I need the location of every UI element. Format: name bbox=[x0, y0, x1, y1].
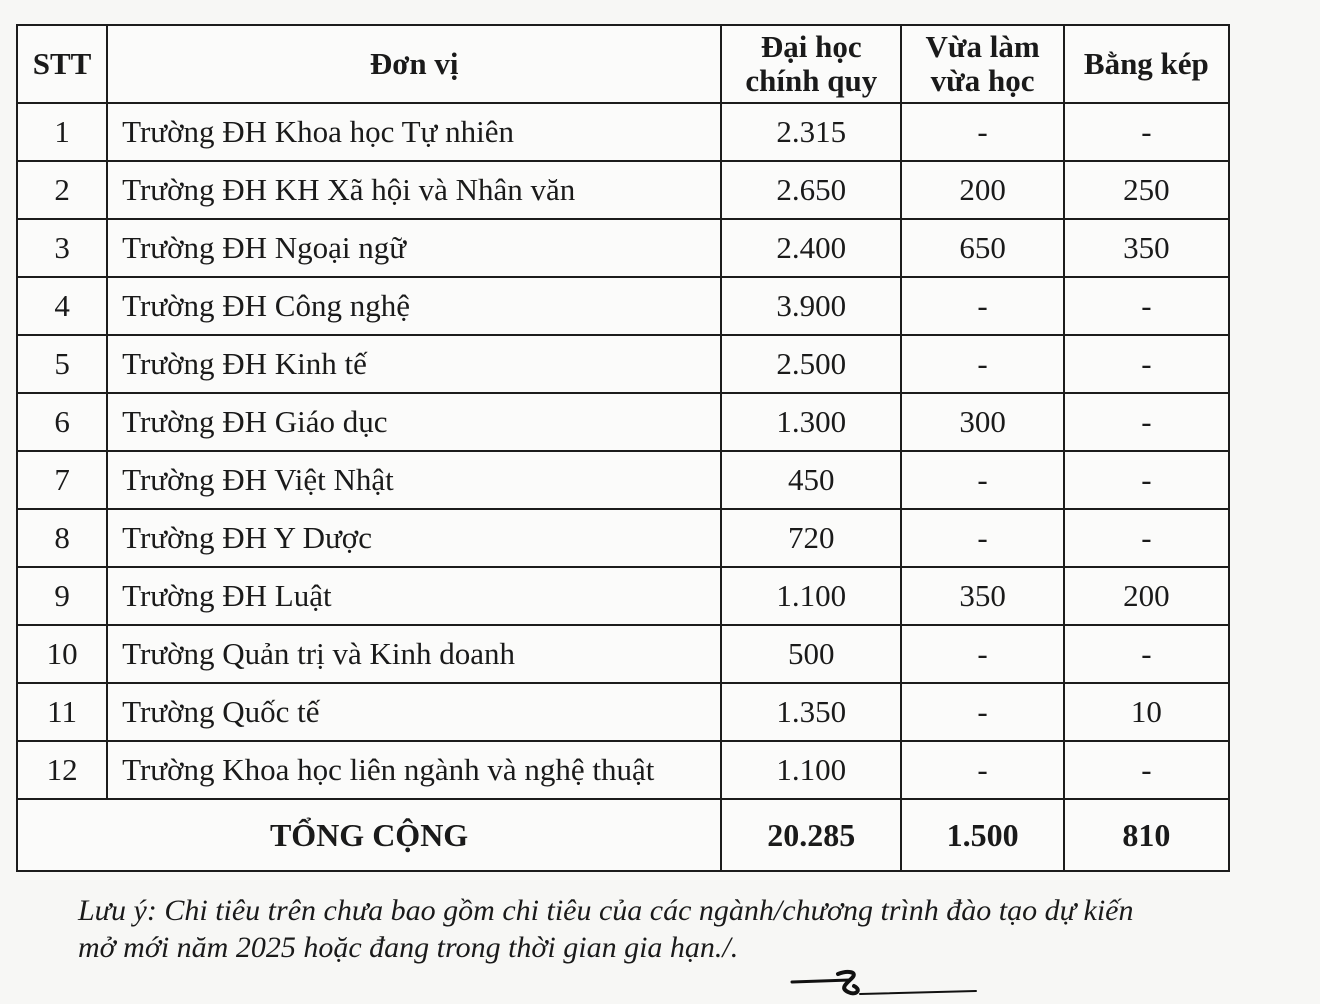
cell-regular: 450 bbox=[721, 451, 901, 509]
cell-regular: 2.315 bbox=[721, 103, 901, 161]
cell-part-time: - bbox=[901, 277, 1063, 335]
cell-unit: Trường ĐH Khoa học Tự nhiên bbox=[107, 103, 721, 161]
cell-regular: 3.900 bbox=[721, 277, 901, 335]
header-unit: Đơn vị bbox=[107, 25, 721, 103]
cell-stt: 11 bbox=[17, 683, 107, 741]
cell-regular: 1.350 bbox=[721, 683, 901, 741]
cell-regular: 2.500 bbox=[721, 335, 901, 393]
cell-part-time: - bbox=[901, 683, 1063, 741]
cell-stt: 4 bbox=[17, 277, 107, 335]
table-row bbox=[17, 451, 1229, 509]
cell-double-degree: 10 bbox=[1064, 683, 1229, 741]
header-stt: STT bbox=[17, 25, 107, 103]
cell-stt: 1 bbox=[17, 103, 107, 161]
cell-double-degree: - bbox=[1064, 277, 1229, 335]
cell-stt: 10 bbox=[17, 625, 107, 683]
cell-double-degree: 250 bbox=[1064, 161, 1229, 219]
cell-regular: 1.300 bbox=[721, 393, 901, 451]
cell-unit: Trường Quản trị và Kinh doanh bbox=[107, 625, 721, 683]
total-row bbox=[17, 799, 1229, 871]
header-part-time: Vừa làm vừa học bbox=[901, 25, 1063, 103]
table-body bbox=[17, 103, 1229, 799]
header-regular: Đại học chính quy bbox=[721, 25, 901, 103]
total-part-time: 1.500 bbox=[901, 799, 1063, 871]
cell-stt: 5 bbox=[17, 335, 107, 393]
cell-regular: 500 bbox=[721, 625, 901, 683]
cell-regular: 1.100 bbox=[721, 741, 901, 799]
cell-part-time: - bbox=[901, 509, 1063, 567]
header-double-degree: Bằng kép bbox=[1064, 25, 1229, 103]
table-row bbox=[17, 683, 1229, 741]
cell-double-degree: - bbox=[1064, 741, 1229, 799]
quota-table bbox=[16, 24, 1230, 872]
table-row bbox=[17, 741, 1229, 799]
cell-unit: Trường Quốc tế bbox=[107, 683, 721, 741]
cell-stt: 3 bbox=[17, 219, 107, 277]
cell-stt: 7 bbox=[17, 451, 107, 509]
cell-double-degree: - bbox=[1064, 625, 1229, 683]
cell-part-time: 350 bbox=[901, 567, 1063, 625]
table-row bbox=[17, 103, 1229, 161]
cell-double-degree: - bbox=[1064, 509, 1229, 567]
cell-unit: Trường ĐH Ngoại ngữ bbox=[107, 219, 721, 277]
total-double-degree: 810 bbox=[1064, 799, 1229, 871]
cell-double-degree: 200 bbox=[1064, 567, 1229, 625]
cell-regular: 720 bbox=[721, 509, 901, 567]
cell-part-time: - bbox=[901, 451, 1063, 509]
cell-unit: Trường ĐH Công nghệ bbox=[107, 277, 721, 335]
cell-stt: 9 bbox=[17, 567, 107, 625]
cell-stt: 2 bbox=[17, 161, 107, 219]
cell-part-time: - bbox=[901, 741, 1063, 799]
cell-stt: 8 bbox=[17, 509, 107, 567]
table-header-row bbox=[17, 25, 1229, 103]
total-label: TỔNG CỘNG bbox=[17, 799, 721, 871]
cell-unit: Trường ĐH Luật bbox=[107, 567, 721, 625]
table-row bbox=[17, 219, 1229, 277]
cell-part-time: - bbox=[901, 625, 1063, 683]
footnote-line-2: mở mới năm 2025 hoặc đang trong thời gian gia hạn./. bbox=[78, 931, 739, 964]
cell-double-degree: - bbox=[1064, 335, 1229, 393]
cell-unit: Trường ĐH Kinh tế bbox=[107, 335, 721, 393]
cell-unit: Trường ĐH Y Dược bbox=[107, 509, 721, 567]
cell-stt: 6 bbox=[17, 393, 107, 451]
cell-unit: Trường ĐH Giáo dục bbox=[107, 393, 721, 451]
footnote-line-1: Lưu ý: Chi tiêu trên chưa bao gồm chi tiêu của các ngành/chương trình đào tạo dự kiến bbox=[78, 894, 1134, 927]
cell-regular: 1.100 bbox=[721, 567, 901, 625]
cell-regular: 2.650 bbox=[721, 161, 901, 219]
table-row bbox=[17, 393, 1229, 451]
table-row bbox=[17, 161, 1229, 219]
table-row bbox=[17, 567, 1229, 625]
table-row bbox=[17, 335, 1229, 393]
cell-unit: Trường ĐH KH Xã hội và Nhân văn bbox=[107, 161, 721, 219]
cell-unit: Trường Khoa học liên ngành và nghệ thuật bbox=[107, 741, 721, 799]
cell-double-degree: - bbox=[1064, 393, 1229, 451]
cell-part-time: - bbox=[901, 103, 1063, 161]
cell-part-time: - bbox=[901, 335, 1063, 393]
table-row bbox=[17, 509, 1229, 567]
cell-double-degree: - bbox=[1064, 451, 1229, 509]
cell-regular: 2.400 bbox=[721, 219, 901, 277]
footnote bbox=[78, 892, 1278, 966]
signature-mark bbox=[790, 968, 980, 1002]
total-regular: 20.285 bbox=[721, 799, 901, 871]
cell-double-degree: - bbox=[1064, 103, 1229, 161]
cell-part-time: 300 bbox=[901, 393, 1063, 451]
cell-double-degree: 350 bbox=[1064, 219, 1229, 277]
cell-part-time: 650 bbox=[901, 219, 1063, 277]
cell-unit: Trường ĐH Việt Nhật bbox=[107, 451, 721, 509]
table-row bbox=[17, 625, 1229, 683]
cell-part-time: 200 bbox=[901, 161, 1063, 219]
table-row bbox=[17, 277, 1229, 335]
cell-stt: 12 bbox=[17, 741, 107, 799]
